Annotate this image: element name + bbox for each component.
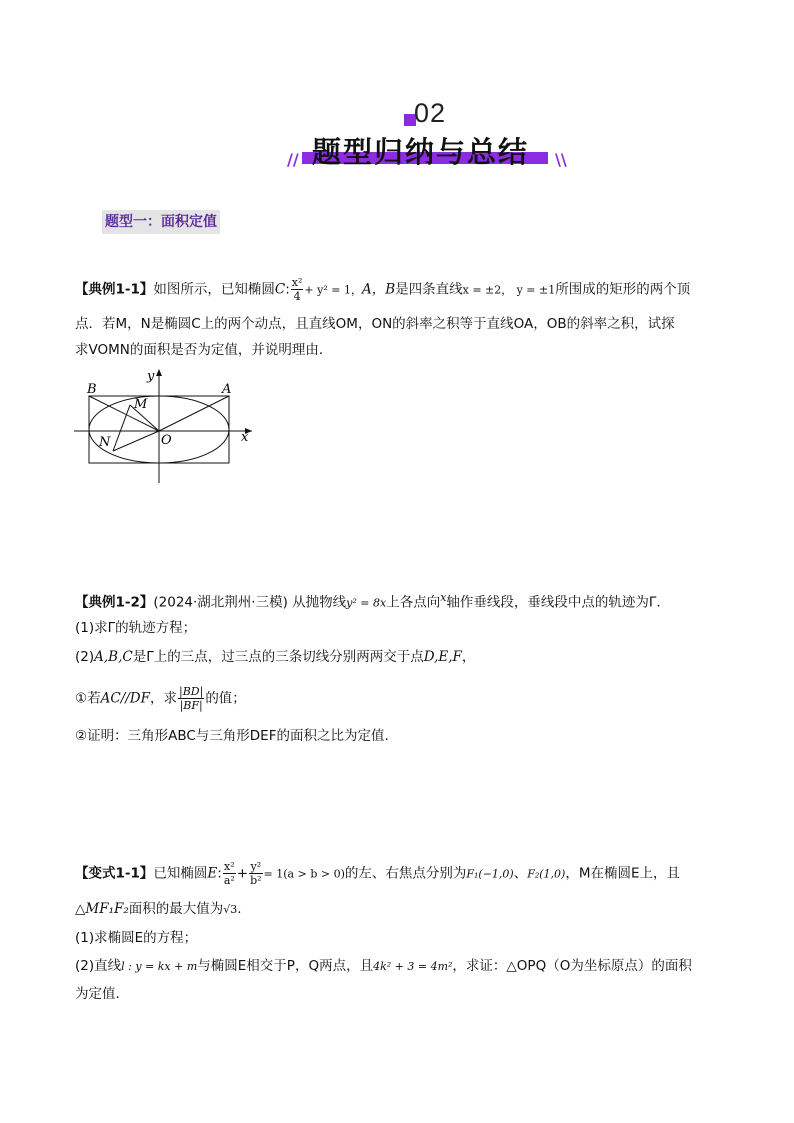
label-N: N <box>99 435 111 450</box>
y-axis-arrow <box>156 369 162 376</box>
variant-1-1-question-1: (1)求椭圆E的方程； <box>75 930 198 946</box>
variant-1-1-label: 【变式1-1】 <box>75 865 154 882</box>
line-OB <box>89 396 159 431</box>
section-number: 02 <box>414 98 447 128</box>
variant-1-1-question-2: (2)直线l : y = kx + m与椭圆E相交于P，Q两点，且4k² + 3 = 4m²，求证：△OPQ（O为坐标原点）的面积 <box>75 958 692 974</box>
example-1-1-line-3: 求VOMN的面积是否为定值，并说明理由． <box>75 342 333 358</box>
y-over-b-fraction: $\frac{\text{y²}}{\text{b²}}$ <box>250 860 262 887</box>
bd-bf-fraction: $\frac{|BD|}{|BF|}$ <box>178 685 204 712</box>
label-y: y <box>147 369 155 384</box>
example-1-2-label: 【典例1-2】 <box>75 594 154 611</box>
left-slash-decoration: // <box>287 150 299 169</box>
example-1-2-question-1: (1)求Γ的轨迹方程； <box>75 620 197 636</box>
variant-1-1-line-2: △MF₁F₂面积的最大值为√3. <box>75 901 242 917</box>
line-ON <box>113 431 159 451</box>
x-over-a-fraction: $\frac{\text{x²}}{\text{a²}}$ <box>223 860 235 887</box>
example-1-2-line-1: 【典例1-2】(2024·湖北荆州·三模) 从抛物线y² = 8x上各点向$^x$轴作垂线段，垂线段中点的轨迹为Γ． <box>75 591 670 611</box>
line-OA <box>159 396 229 431</box>
variant-1-1-question-2-cont: 为定值. <box>75 986 120 1002</box>
type-one-label: 题型一：面积定值 <box>102 210 220 234</box>
ellipse-rectangle-figure <box>70 365 260 490</box>
label-M: M <box>134 397 148 412</box>
example-1-2-question-2: (2)A,B,C是Γ上的三点，过三点的三条切线分别两两交于点D,E,F， <box>75 649 476 665</box>
label-x: x <box>241 430 249 445</box>
example-1-1-label: 【典例1-1】 <box>75 281 154 298</box>
example-1-1-line-2: 点．若M，N是椭圆C上的两个动点，且直线OM，ON的斜率之积等于直线OA，OB的斜率之积，试探 <box>75 316 675 332</box>
example-1-2-subquestion-1: ①若AC//DF，求 $\frac{|BD|}{|BF|}$ 的值； <box>75 685 246 712</box>
section-title: 题型归纳与总结 <box>312 135 530 169</box>
ellipse-fraction: $\frac{\text{x²}}{4}$ <box>291 276 303 303</box>
label-B: B <box>87 382 97 397</box>
example-1-1-line-1: 【典例1-1】如图所示，已知椭圆C: $\frac{\text{x²}}{4}$ + y² = 1，A，B是四条直线x = ±2， y = ±1所围成的矩形的两个顶 <box>75 276 691 303</box>
label-A: A <box>222 382 232 397</box>
variant-1-1-line-1: 【变式1-1】已知椭圆E: $\frac{\text{x²}}{\text{a²}}$ + $\frac{\text{y²}}{\text{b²}}$ = 1(a > b > 0)的左、右焦点分别为F₁(−1,0)、F₂(1,0)，M在椭圆E上，且 <box>75 860 681 887</box>
example-1-2-subquestion-2: ②证明：三角形ABC与三角形DEF的面积之比为定值. <box>75 728 389 744</box>
label-O: O <box>161 433 172 448</box>
right-slash-decoration: \\ <box>555 150 567 169</box>
